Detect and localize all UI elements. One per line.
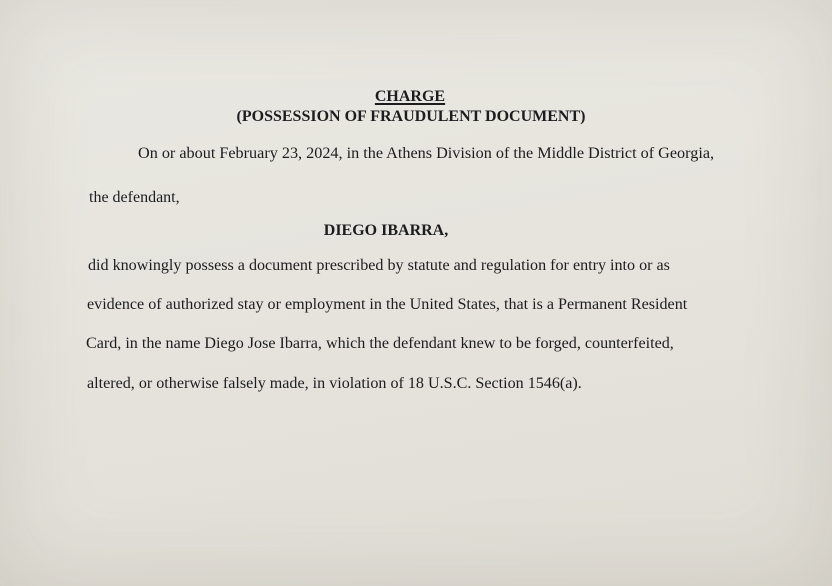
body-line-1: did knowingly possess a document prescribed by statute and regulation for entry into or as bbox=[88, 257, 670, 274]
charge-heading: CHARGE bbox=[374, 88, 446, 105]
charge-subheading: (POSSESSION OF FRAUDULENT DOCUMENT) bbox=[236, 108, 586, 125]
body-line-4: altered, or otherwise falsely made, in violation of 18 U.S.C. Section 1546(a). bbox=[87, 375, 582, 392]
body-line-2: evidence of authorized stay or employment in the United States, that is a Permanent Resident bbox=[87, 296, 688, 313]
defendant-intro: the defendant, bbox=[89, 189, 180, 206]
opening-paragraph: On or about February 23, 2024, in the Athens Division of the Middle District of Georgia, bbox=[138, 144, 715, 162]
body-line-3: Card, in the name Diego Jose Ibarra, which the defendant knew to be forged, counterfeited, bbox=[86, 335, 674, 352]
defendant-name: DIEGO IBARRA, bbox=[323, 222, 449, 239]
